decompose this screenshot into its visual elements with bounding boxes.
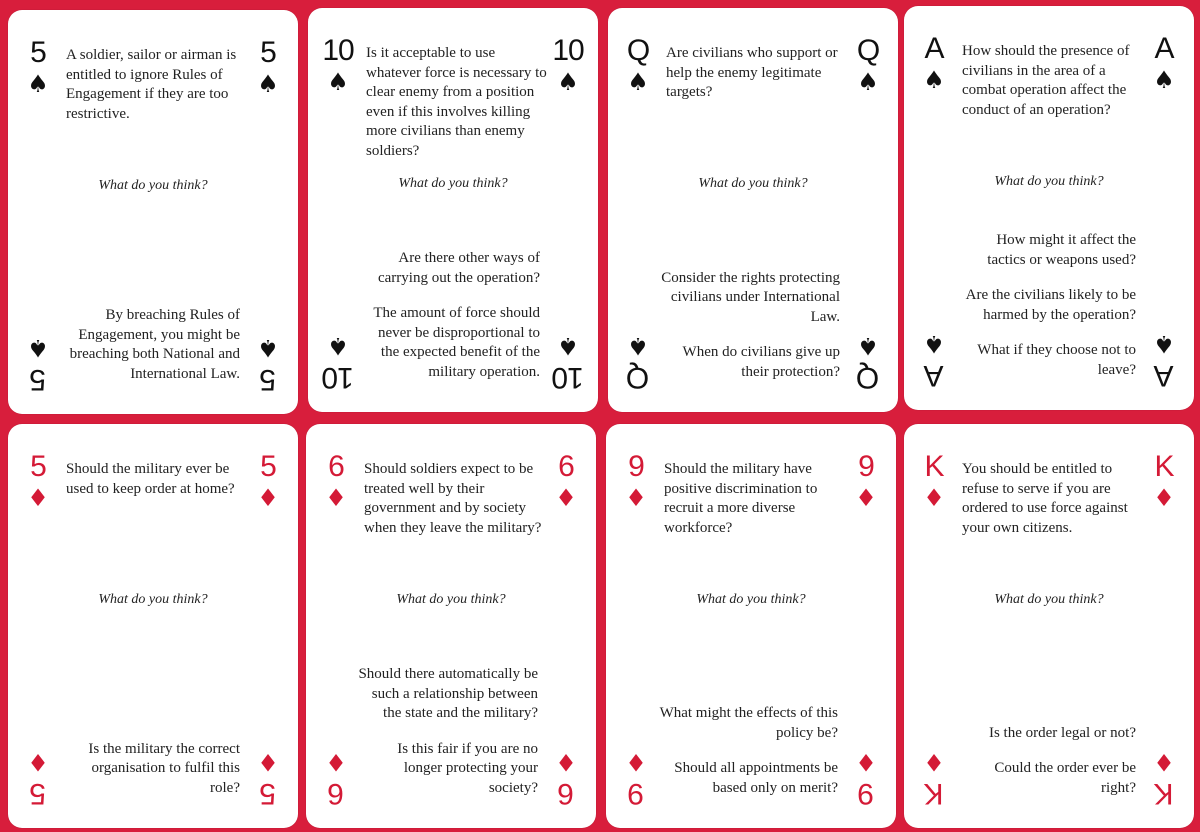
rank-top-left: K xyxy=(924,450,944,483)
card-king-diamonds xyxy=(904,424,1194,828)
rank-top-right: 10 xyxy=(552,34,584,67)
spade-icon: ♠ xyxy=(27,70,49,98)
card-note: By breaching Rules of Engagement, you might be breaching both National and International Law. xyxy=(69,307,240,382)
rank-top-left: 10 xyxy=(322,34,354,67)
card-note: Are the civilians likely to be harmed by the operation? xyxy=(965,287,1136,323)
card-ace-spades xyxy=(904,6,1194,410)
rank-top-left: 9 xyxy=(628,450,644,483)
diamond-icon: ♦ xyxy=(555,484,577,512)
rank-bottom-right: Q xyxy=(856,361,880,394)
card-9-diamonds xyxy=(606,424,896,828)
spade-icon: ♠ xyxy=(557,332,579,360)
card-5-spades xyxy=(8,10,298,414)
diamond-icon: ♦ xyxy=(555,748,577,776)
spade-icon: ♠ xyxy=(1153,66,1175,94)
card-question: How should the presence of civilians in the area of a combat operation affect the conduct of an operation? xyxy=(962,43,1130,118)
diamond-icon: ♦ xyxy=(923,748,945,776)
diamond-icon: ♦ xyxy=(27,484,49,512)
card-note: Is the military the correct organisation to fulfil this role? xyxy=(88,740,240,796)
rank-bottom-right: 10 xyxy=(552,361,584,394)
rank-top-left: 6 xyxy=(328,450,344,483)
spade-icon: ♠ xyxy=(627,68,649,96)
card-note: Is this fair if you are no longer protecting your society? xyxy=(397,740,538,796)
rank-bottom-left: 6 xyxy=(328,777,344,810)
rank-bottom-left: A xyxy=(924,359,944,392)
spade-icon: ♠ xyxy=(857,68,879,96)
rank-top-left: 5 xyxy=(30,450,46,483)
card-prompt: What do you think? xyxy=(994,174,1104,189)
card-10-spades xyxy=(308,8,598,412)
card-prompt: What do you think? xyxy=(994,592,1104,607)
rank-bottom-right: K xyxy=(1154,777,1174,810)
spade-icon: ♠ xyxy=(1153,330,1175,358)
diamond-icon: ♦ xyxy=(325,484,347,512)
rank-top-right: K xyxy=(1154,450,1174,483)
diamond-icon: ♦ xyxy=(27,748,49,776)
rank-top-right: A xyxy=(1154,32,1174,65)
rank-top-right: 5 xyxy=(260,36,276,69)
diamond-icon: ♦ xyxy=(257,484,279,512)
card-prompt: What do you think? xyxy=(98,178,208,193)
rank-bottom-left: Q xyxy=(626,361,650,394)
rank-top-left: 5 xyxy=(30,36,46,69)
card-note: Should all appointments be based only on merit? xyxy=(674,760,838,796)
card-5-diamonds xyxy=(8,424,298,828)
rank-top-right: 5 xyxy=(260,450,276,483)
card-prompt: What do you think? xyxy=(98,592,208,607)
spade-icon: ♠ xyxy=(557,68,579,96)
card-note: The amount of force should never be disproportional to the expected benefit of the military operation. xyxy=(373,305,540,380)
rank-top-left: Q xyxy=(626,34,650,67)
card-note: When do civilians give up their protection? xyxy=(682,344,840,380)
rank-bottom-right: 5 xyxy=(260,777,276,810)
spade-icon: ♠ xyxy=(923,66,945,94)
rank-top-right: 9 xyxy=(858,450,874,483)
rank-top-right: 6 xyxy=(558,450,574,483)
card-6-diamonds xyxy=(306,424,596,828)
rank-bottom-left: 9 xyxy=(628,777,644,810)
card-question: Should the military ever be used to keep order at home? xyxy=(66,461,235,497)
card-prompt: What do you think? xyxy=(698,176,808,191)
card-question: Should the military have positive discrimination to recruit a more diverse workforce? xyxy=(664,461,818,536)
diamond-icon: ♦ xyxy=(1153,748,1175,776)
card-note: What if they choose not to leave? xyxy=(977,342,1136,378)
spade-icon: ♠ xyxy=(257,334,279,362)
rank-bottom-left: 5 xyxy=(30,363,46,396)
rank-bottom-left: K xyxy=(924,777,944,810)
diamond-icon: ♦ xyxy=(257,748,279,776)
rank-bottom-right: 6 xyxy=(558,777,574,810)
card-bottom-text xyxy=(360,249,540,382)
card-note: Is the order legal or not? xyxy=(988,724,1136,741)
rank-top-left: A xyxy=(924,32,944,65)
diamond-icon: ♦ xyxy=(855,748,877,776)
diamond-icon: ♦ xyxy=(625,748,647,776)
card-question: You should be entitled to refuse to serve if you are ordered to use force against your own citizens. xyxy=(962,461,1128,536)
spade-icon: ♠ xyxy=(857,332,879,360)
card-note: Could the order ever be right? xyxy=(994,760,1136,796)
rank-bottom-left: 5 xyxy=(30,777,46,810)
card-bottom-text xyxy=(956,231,1136,380)
diamond-icon: ♦ xyxy=(1153,484,1175,512)
card-note: Consider the rights protecting civilians under International Law. xyxy=(661,269,840,325)
rank-bottom-left: 10 xyxy=(322,361,354,394)
card-question: Is it acceptable to use whatever force is necessary to clear enemy from a position even if this involves killing more civilians than enemy soldiers? xyxy=(366,45,547,159)
diamond-icon: ♦ xyxy=(325,748,347,776)
rank-bottom-right: A xyxy=(1154,359,1174,392)
spade-icon: ♠ xyxy=(327,68,349,96)
card-bottom-text xyxy=(660,269,840,383)
card-bottom-text xyxy=(60,306,240,384)
card-note: How might it affect the tactics or weapons used? xyxy=(987,232,1136,268)
rank-bottom-right: 9 xyxy=(858,777,874,810)
spade-icon: ♠ xyxy=(327,332,349,360)
card-note: What might the effects of this policy be? xyxy=(659,705,838,741)
rank-bottom-right: 5 xyxy=(260,363,276,396)
card-bottom-text xyxy=(60,740,240,799)
card-question: Are civilians who support or help the enemy legitimate targets? xyxy=(666,45,838,100)
spade-icon: ♠ xyxy=(923,330,945,358)
card-bottom-text xyxy=(358,665,538,798)
card-question: A soldier, sailor or airman is entitled to ignore Rules of Engagement if they are too restrictive. xyxy=(66,47,237,122)
card-prompt: What do you think? xyxy=(696,592,806,607)
spade-icon: ♠ xyxy=(627,332,649,360)
spade-icon: ♠ xyxy=(257,70,279,98)
card-queen-spades xyxy=(608,8,898,412)
card-prompt: What do you think? xyxy=(396,592,506,607)
diamond-icon: ♦ xyxy=(855,484,877,512)
card-note: Are there other ways of carrying out the operation? xyxy=(377,250,540,286)
card-bottom-text xyxy=(658,704,838,798)
diamond-icon: ♦ xyxy=(923,484,945,512)
card-bottom-text xyxy=(956,724,1136,799)
diamond-icon: ♦ xyxy=(625,484,647,512)
rank-top-right: Q xyxy=(856,34,880,67)
card-prompt: What do you think? xyxy=(398,176,508,191)
spade-icon: ♠ xyxy=(27,334,49,362)
card-note: Should there automatically be such a relationship between the state and the military? xyxy=(358,666,538,721)
card-question: Should soldiers expect to be treated well by their government and by society when they leave the military? xyxy=(364,461,542,536)
